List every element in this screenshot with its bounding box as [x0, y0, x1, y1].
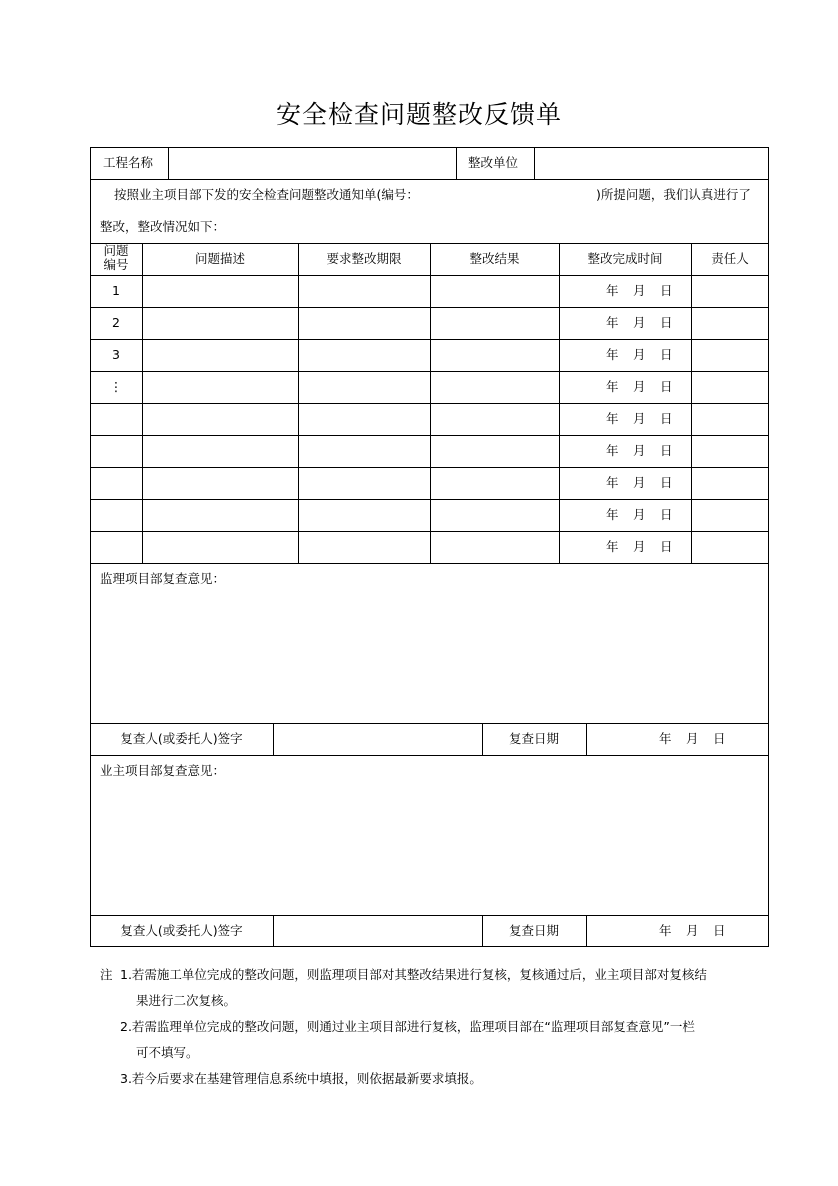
- supervision-date-label: 复查日期: [508, 731, 559, 746]
- completion-month[interactable]: 月: [633, 475, 646, 490]
- divider: [90, 915, 769, 916]
- divider: [90, 563, 769, 564]
- note-2: 2.若需监理单位完成的整改问题，则通过业主项目部进行复核，监理项目部在“监理项目部复查意见”一栏: [120, 1019, 695, 1034]
- completion-year[interactable]: 年: [606, 347, 619, 362]
- divider: [90, 723, 769, 724]
- column-header-deadline: 要求整改期限: [326, 251, 402, 266]
- completion-month[interactable]: 月: [633, 539, 646, 554]
- completion-year[interactable]: 年: [606, 283, 619, 298]
- divider: [298, 243, 299, 563]
- intro-text-line2: 整改，整改情况如下：: [100, 219, 226, 234]
- rectification-unit-label: 整改单位: [468, 155, 519, 170]
- supervision-date-day[interactable]: 日: [713, 731, 726, 746]
- completion-day[interactable]: 日: [660, 315, 673, 330]
- owner-date-day[interactable]: 日: [713, 923, 726, 938]
- intro-text: 按照业主项目部下发的安全检查问题整改通知单(编号：: [114, 187, 419, 202]
- completion-day[interactable]: 日: [660, 539, 673, 554]
- row-number: 3: [112, 347, 120, 362]
- column-header-number: 问题 编号: [103, 243, 129, 272]
- completion-day[interactable]: 日: [660, 475, 673, 490]
- row-number: 1: [112, 283, 120, 298]
- divider: [90, 755, 769, 756]
- completion-year[interactable]: 年: [606, 379, 619, 394]
- completion-day[interactable]: 日: [660, 507, 673, 522]
- note-3: 3.若今后要求在基建管理信息系统中填报，则依据最新要求填报。: [120, 1071, 482, 1086]
- divider: [586, 723, 587, 755]
- completion-month[interactable]: 月: [633, 507, 646, 522]
- divider: [168, 147, 169, 179]
- column-header-completion-time: 整改完成时间: [587, 251, 663, 266]
- completion-year[interactable]: 年: [606, 475, 619, 490]
- owner-opinion-field[interactable]: [100, 787, 760, 907]
- completion-day[interactable]: 日: [660, 283, 673, 298]
- owner-signer-label: 复查人(或委托人)签字: [120, 923, 243, 938]
- supervision-date-month[interactable]: 月: [686, 731, 699, 746]
- supervision-date-year[interactable]: 年: [659, 731, 672, 746]
- project-name-label: 工程名称: [103, 155, 154, 170]
- supervision-opinion-label: 监理项目部复查意见：: [100, 571, 226, 586]
- divider: [90, 179, 769, 180]
- divider: [534, 147, 535, 179]
- intro-text-continued: )所提问题，我们认真进行了: [596, 187, 751, 202]
- completion-year[interactable]: 年: [606, 507, 619, 522]
- divider: [691, 243, 692, 563]
- completion-day[interactable]: 日: [660, 443, 673, 458]
- completion-year[interactable]: 年: [606, 411, 619, 426]
- note-1: 1.若需施工单位完成的整改问题，则监理项目部对其整改结果进行复核，复核通过后，业主项目部对复核结: [120, 967, 707, 982]
- completion-month[interactable]: 月: [633, 379, 646, 394]
- divider: [273, 915, 274, 947]
- supervision-opinion-field[interactable]: [100, 595, 760, 715]
- supervision-signer-label: 复查人(或委托人)签字: [120, 731, 243, 746]
- divider: [430, 243, 431, 563]
- column-header-responsible: 责任人: [711, 251, 749, 266]
- divider: [586, 915, 587, 947]
- completion-month[interactable]: 月: [633, 283, 646, 298]
- note-1-continued: 果进行二次复核。: [136, 993, 237, 1008]
- divider: [142, 243, 143, 563]
- row-number: 2: [112, 315, 120, 330]
- completion-year[interactable]: 年: [606, 443, 619, 458]
- completion-month[interactable]: 月: [633, 347, 646, 362]
- owner-date-label: 复查日期: [508, 923, 559, 938]
- completion-month[interactable]: 月: [633, 443, 646, 458]
- divider: [559, 243, 560, 563]
- divider: [273, 723, 274, 755]
- document-title: 安全检查问题整改反馈单: [275, 100, 562, 129]
- completion-month[interactable]: 月: [633, 411, 646, 426]
- completion-year[interactable]: 年: [606, 315, 619, 330]
- completion-day[interactable]: 日: [660, 347, 673, 362]
- notes-prefix: 注: [100, 967, 113, 982]
- completion-year[interactable]: 年: [606, 539, 619, 554]
- column-header-description: 问题描述: [194, 251, 245, 266]
- row-number: ⋮: [109, 379, 123, 394]
- owner-date-month[interactable]: 月: [686, 923, 699, 938]
- owner-opinion-label: 业主项目部复查意见：: [100, 763, 226, 778]
- divider: [456, 147, 457, 179]
- column-header-result: 整改结果: [469, 251, 520, 266]
- owner-date-year[interactable]: 年: [659, 923, 672, 938]
- completion-day[interactable]: 日: [660, 379, 673, 394]
- completion-day[interactable]: 日: [660, 411, 673, 426]
- completion-month[interactable]: 月: [633, 315, 646, 330]
- note-2-continued: 可不填写。: [136, 1045, 199, 1060]
